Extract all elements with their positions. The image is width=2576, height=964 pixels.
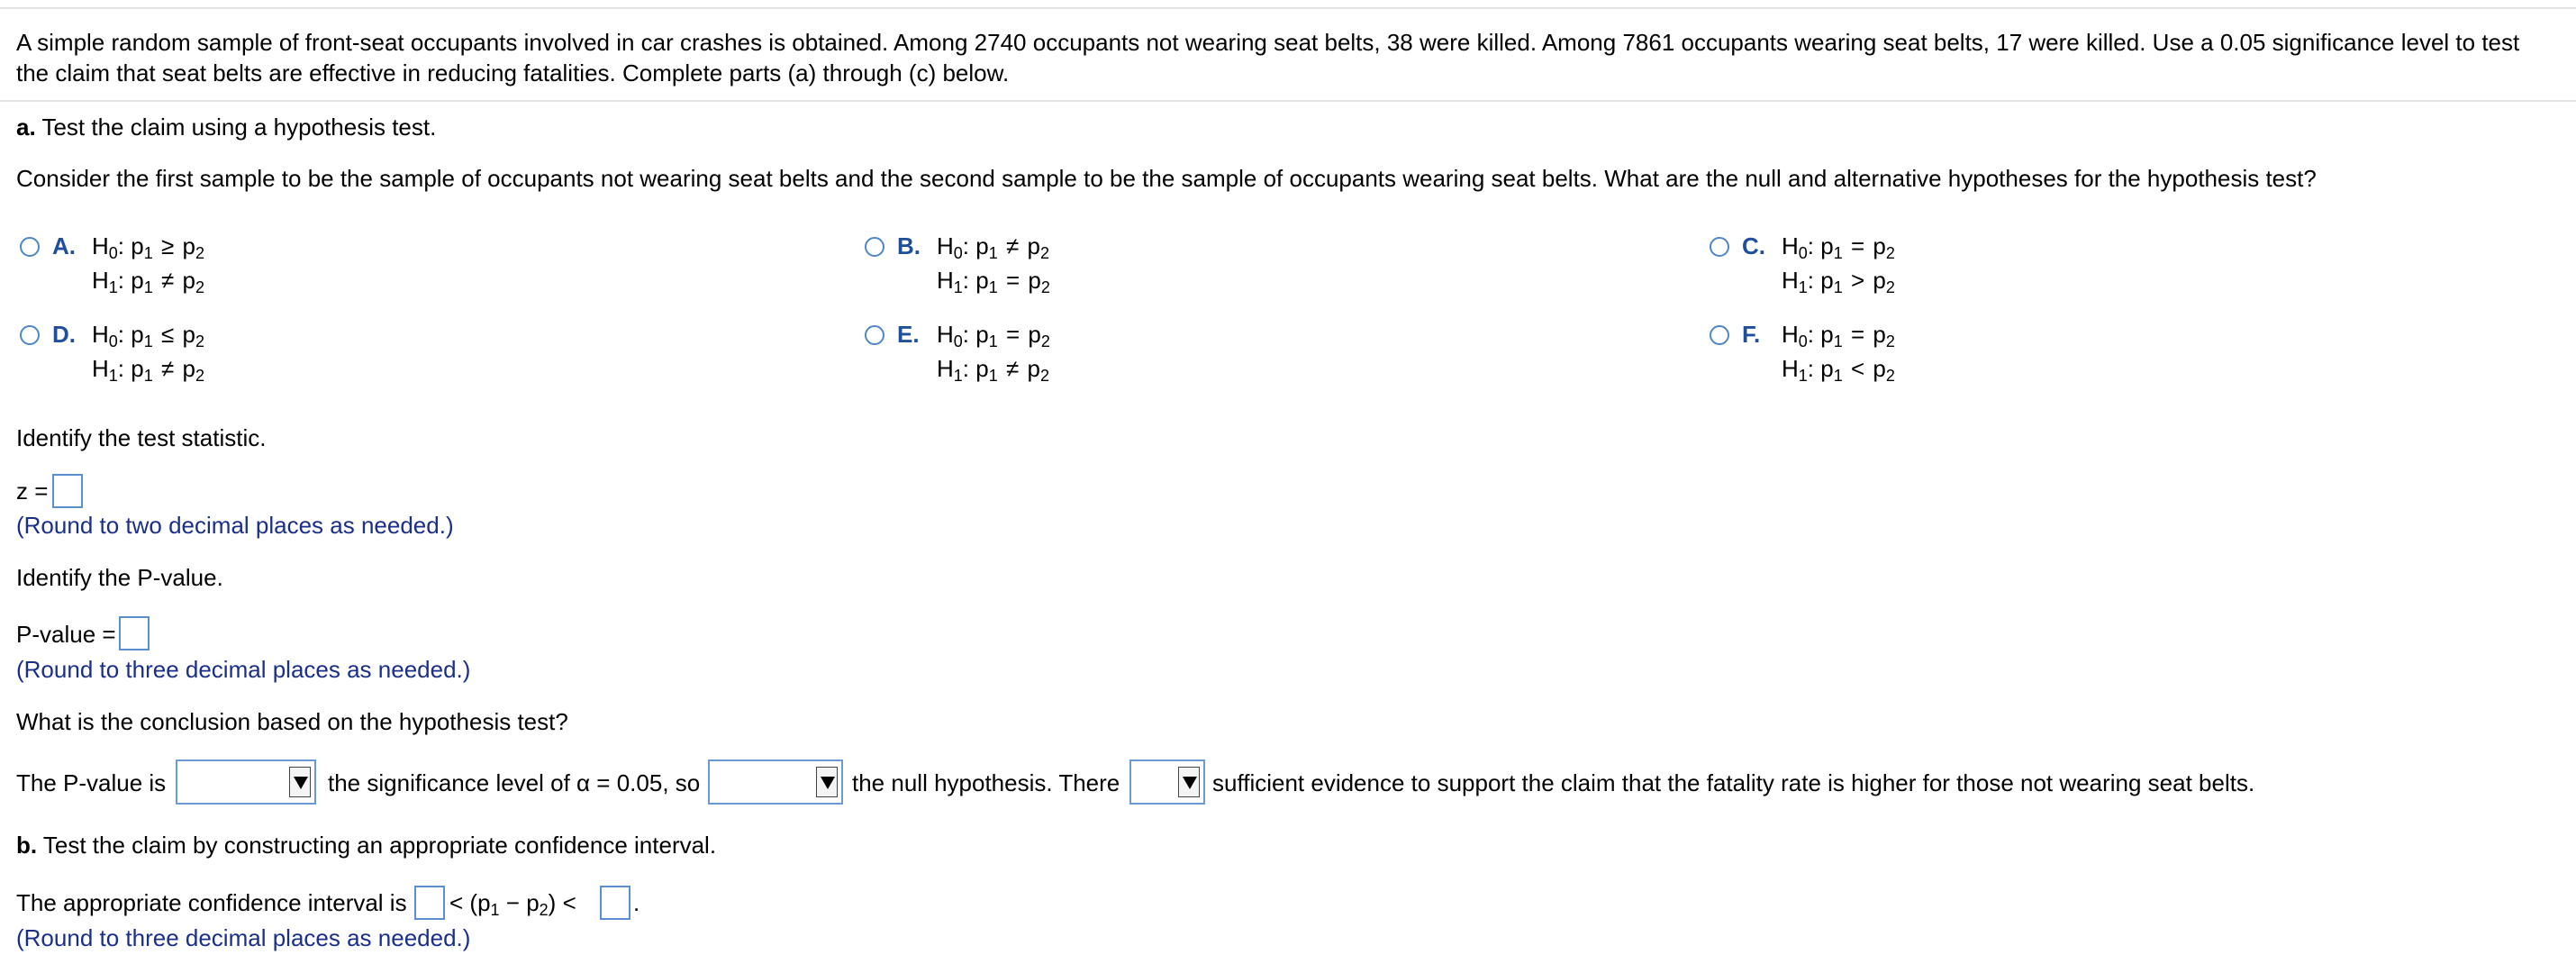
null-hypothesis (937, 232, 1049, 262)
part-a-title: Test the claim using a hypothesis test. (41, 114, 437, 141)
h-symbol: H (1782, 232, 1799, 259)
p-subscript: 2 (1039, 367, 1049, 385)
ci-open: (p (469, 889, 491, 916)
conclusion-text-1: The P-value is (16, 769, 167, 796)
p-subscript: 2 (1040, 332, 1050, 350)
h-symbol: H (937, 232, 954, 259)
relation-operator: = (1005, 321, 1020, 348)
colon: : (962, 321, 970, 348)
alternative-hypothesis (937, 355, 1049, 385)
ci-lt-1: < (449, 889, 464, 916)
null-hypothesis (1782, 232, 1895, 262)
conclusion-text-4: sufficient evidence to support the claim that the fatality rate is higher for those not wearing seat belts. (1212, 769, 2255, 796)
p-symbol: p (1820, 267, 1834, 294)
p-symbol: p (1873, 232, 1886, 259)
p-symbol: p (975, 232, 989, 259)
option-radio[interactable] (20, 325, 40, 345)
option-radio[interactable] (865, 325, 884, 345)
ci-lt-2: < (562, 889, 576, 916)
p-symbol: p (1873, 321, 1886, 348)
h-symbol: H (92, 355, 109, 382)
p-subscript: 1 (988, 244, 998, 262)
relation-operator: ≠ (160, 355, 175, 382)
p-subscript: 2 (1885, 332, 1895, 350)
p-symbol: p (131, 232, 144, 259)
p-subscript: 2 (1885, 367, 1895, 385)
problem-line-1: A simple random sample of front-seat occupants involved in car crashes is obtained. Among 2740 occupants not wearing seat belts, 38 were killed. Among 7861 occupants wearing seat belts, 17 were killed. Use a 0.05 significance level to test (16, 29, 2520, 56)
p-symbol: p (1028, 267, 1041, 294)
alternative-hypothesis (92, 355, 204, 385)
option-radio[interactable] (865, 237, 884, 257)
h-symbol: H (1782, 267, 1799, 294)
relation-operator: = (1850, 321, 1865, 348)
h-symbol: H (937, 267, 954, 294)
p-subscript: 1 (988, 367, 998, 385)
h-subscript: 1 (953, 367, 963, 385)
h-subscript: 0 (953, 244, 963, 262)
conclusion-text-3: the null hypothesis. There (852, 769, 1120, 796)
z-input[interactable] (52, 474, 83, 508)
alternative-hypothesis (92, 267, 204, 294)
z-round-hint: (Round to two decimal places as needed.) (16, 512, 454, 539)
relation-operator: = (1005, 267, 1020, 294)
h-subscript: 0 (108, 244, 118, 262)
h-subscript: 1 (108, 367, 118, 385)
colon: : (962, 355, 970, 382)
conclusion-prompt: What is the conclusion based on the hypothesis test? (16, 708, 568, 735)
colon: : (117, 321, 125, 348)
relation-operator: = (1850, 232, 1865, 259)
null-hypothesis (92, 321, 204, 348)
pvalue-comparison-dropdown[interactable] (176, 759, 316, 805)
part-b-heading (16, 830, 716, 860)
colon: : (962, 267, 970, 294)
p-subscript: 1 (1833, 332, 1843, 350)
p-symbol: p (1820, 321, 1834, 348)
h-symbol: H (92, 321, 109, 348)
colon: : (1807, 232, 1815, 259)
p-symbol: p (131, 267, 144, 294)
p-subscript: 1 (1833, 244, 1843, 262)
h-symbol: H (937, 321, 954, 348)
h-symbol: H (92, 232, 109, 259)
relation-operator: ≥ (160, 232, 175, 259)
p-subscript: 1 (988, 278, 998, 296)
p-symbol: p (1873, 355, 1886, 382)
null-hypothesis (92, 232, 204, 262)
part-a-label: a. (16, 114, 36, 141)
null-hypothesis (1782, 321, 1895, 348)
colon: : (1807, 321, 1815, 348)
ci-sub-1: 1 (490, 901, 500, 919)
option-letter[interactable]: D. (52, 321, 76, 348)
p-subscript: 2 (1885, 244, 1895, 262)
p-symbol: p (182, 321, 195, 348)
part-b-title: Test the claim by constructing an appropriate confidence interval. (42, 832, 717, 859)
alternative-hypothesis (1782, 355, 1895, 385)
ci-upper-input[interactable] (600, 886, 630, 920)
p-subscript: 1 (143, 278, 153, 296)
h-subscript: 0 (1798, 244, 1808, 262)
colon: : (117, 355, 125, 382)
ci-close: ) (548, 889, 557, 916)
option-letter[interactable]: E. (897, 321, 920, 348)
p-symbol: p (1027, 232, 1040, 259)
relation-operator: ≠ (1005, 355, 1020, 382)
ci-prefix: The appropriate confidence interval is (16, 889, 407, 916)
ci-expression (449, 887, 576, 918)
option-letter[interactable]: C. (1742, 232, 1765, 259)
p-symbol: p (1820, 355, 1834, 382)
dropdown-arrow-icon[interactable] (816, 767, 838, 797)
p-symbol: p (975, 355, 989, 382)
h-symbol: H (92, 267, 109, 294)
ci-sub-2: 2 (539, 901, 549, 919)
h-symbol: H (1782, 321, 1799, 348)
p-subscript: 2 (1885, 278, 1895, 296)
test-statistic-prompt: Identify the test statistic. (16, 424, 267, 451)
h-subscript: 1 (953, 278, 963, 296)
relation-operator: < (1850, 355, 1865, 382)
p-symbol: p (1820, 232, 1834, 259)
p-value-label: P-value = (16, 621, 116, 648)
h-subscript: 1 (1798, 278, 1808, 296)
relation-operator: ≠ (160, 267, 175, 294)
p-subscript: 2 (1040, 278, 1050, 296)
problem-line-2: the claim that seat belts are effective in reducing fatalities. Complete parts (a) through (c) below. (16, 59, 1010, 86)
ci-lower-input[interactable] (414, 886, 445, 920)
colon: : (962, 232, 970, 259)
p-subscript: 2 (1039, 244, 1049, 262)
dropdown-arrow-icon[interactable] (1178, 767, 1200, 797)
conclusion-text-2: the significance level of α = 0.05, so (328, 769, 701, 796)
p-subscript: 1 (988, 332, 998, 350)
h-symbol: H (1782, 355, 1799, 382)
evidence-dropdown[interactable] (1129, 759, 1205, 805)
p-symbol: p (975, 267, 989, 294)
colon: : (1807, 267, 1815, 294)
z-label: z = (16, 477, 49, 505)
null-hypothesis (937, 321, 1050, 348)
p-symbol: p (1873, 267, 1886, 294)
option-letter[interactable]: F. (1742, 321, 1761, 348)
option-radio[interactable] (20, 237, 40, 257)
p-subscript: 2 (195, 367, 204, 385)
p-subscript: 1 (1833, 367, 1843, 385)
top-divider (0, 7, 2576, 9)
p-symbol: p (131, 321, 144, 348)
p-subscript: 2 (195, 244, 204, 262)
p-subscript: 1 (1833, 278, 1843, 296)
colon: : (117, 232, 125, 259)
colon: : (117, 267, 125, 294)
option-radio[interactable] (1710, 237, 1729, 257)
relation-operator: ≤ (160, 321, 175, 348)
ci-round-hint: (Round to three decimal places as needed.) (16, 924, 471, 951)
p-subscript: 1 (143, 332, 153, 350)
p-symbol: p (1028, 321, 1041, 348)
alternative-hypothesis (1782, 267, 1895, 294)
h-symbol: H (937, 355, 954, 382)
option-letter[interactable]: A. (52, 232, 76, 259)
p-subscript: 2 (195, 332, 204, 350)
hypothesis-question: Consider the first sample to be the sample of occupants not wearing seat belts and the second sample to be the sample of occupants wearing seat belts. What are the null and alternative hypotheses for the hypothesis test? (16, 165, 2317, 192)
p-value-prompt: Identify the P-value. (16, 564, 223, 591)
h-subscript: 0 (953, 332, 963, 350)
ci-period: . (633, 889, 640, 916)
p-symbol: p (1027, 355, 1040, 382)
h-subscript: 1 (108, 278, 118, 296)
p-symbol: p (182, 355, 195, 382)
reject-decision-dropdown[interactable] (708, 759, 843, 805)
p-value-input[interactable] (119, 616, 150, 650)
option-letter[interactable]: B. (897, 232, 921, 259)
p-subscript: 1 (143, 244, 153, 262)
p-symbol: p (182, 267, 195, 294)
p-value-round-hint: (Round to three decimal places as needed.) (16, 656, 471, 683)
p-symbol: p (975, 321, 989, 348)
h-subscript: 0 (108, 332, 118, 350)
h-subscript: 1 (1798, 367, 1808, 385)
p-symbol: p (182, 232, 195, 259)
p-symbol: p (131, 355, 144, 382)
relation-operator: ≠ (1005, 232, 1020, 259)
part-b-label: b. (16, 832, 38, 859)
ci-minus: − p (499, 889, 540, 916)
relation-operator: > (1850, 267, 1865, 294)
option-radio[interactable] (1710, 325, 1729, 345)
part-a-heading (16, 112, 436, 142)
colon: : (1807, 355, 1815, 382)
p-subscript: 1 (143, 367, 153, 385)
dropdown-arrow-icon[interactable] (289, 767, 311, 797)
alternative-hypothesis (937, 267, 1050, 294)
section-divider (0, 100, 2576, 102)
problem-statement (16, 27, 2556, 88)
h-subscript: 0 (1798, 332, 1808, 350)
p-subscript: 2 (195, 278, 204, 296)
